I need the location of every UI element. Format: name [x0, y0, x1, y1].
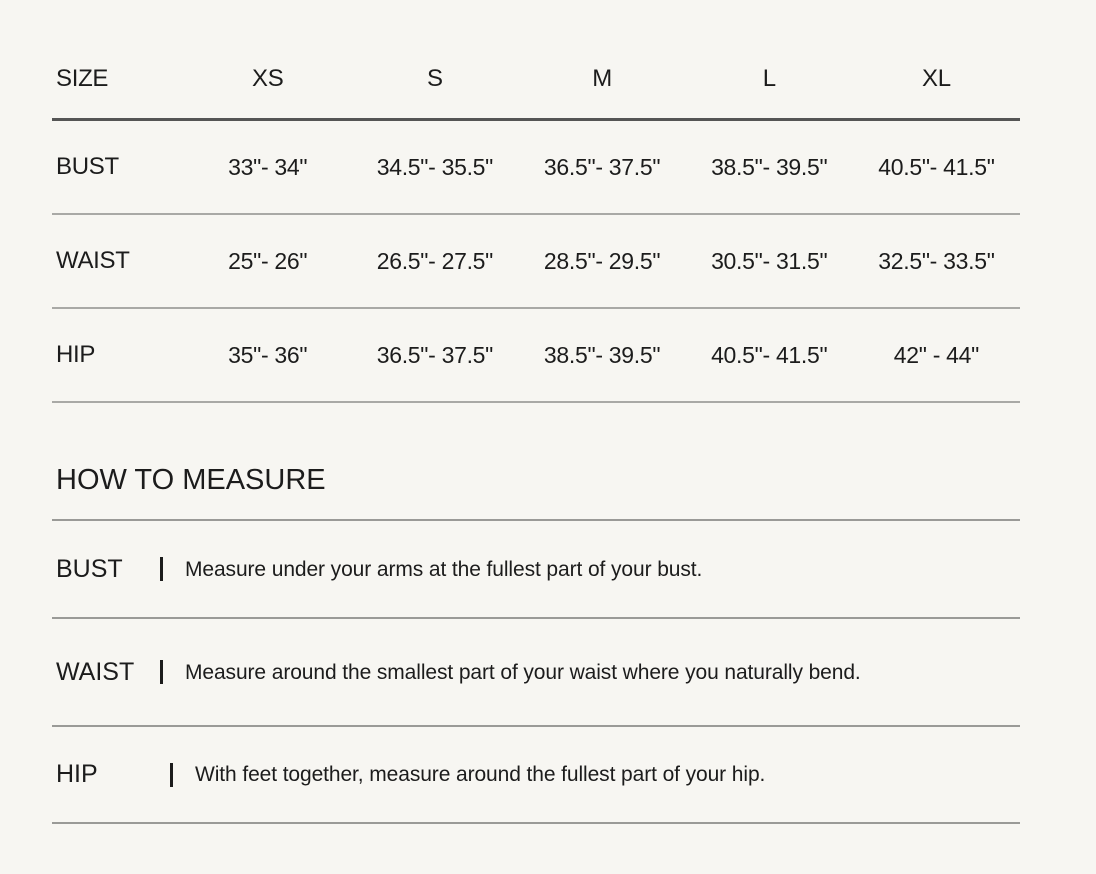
row-label-bust: BUST [52, 120, 184, 215]
hip-l-value: 40.5"- 41.5" [686, 308, 853, 402]
measure-label-waist: WAIST [56, 657, 135, 686]
size-header-label: SIZE [52, 40, 184, 120]
waist-s-value: 26.5"- 27.5" [351, 214, 518, 308]
size-row-bust [52, 120, 1020, 215]
row-label-waist: WAIST [52, 214, 184, 308]
separator-bar [160, 557, 163, 581]
measure-label-bust: BUST [56, 554, 123, 583]
waist-xl-value: 32.5"- 33.5" [853, 214, 1020, 308]
measure-instruction-bust: Measure under your arms at the fullest part of your bust. [185, 557, 703, 581]
hip-s-value: 36.5"- 37.5" [351, 308, 518, 402]
bust-s-value: 34.5"- 35.5" [351, 120, 518, 215]
measure-item-bust [52, 521, 1020, 619]
bust-m-value: 36.5"- 37.5" [518, 120, 685, 215]
measure-instruction-waist: Measure around the smallest part of your waist where you naturally bend. [185, 660, 861, 684]
hip-xs-value: 35"- 36" [184, 308, 351, 402]
measure-instruction-hip: With feet together, measure around the fullest part of your hip. [195, 763, 766, 786]
measure-item-waist [52, 619, 1020, 727]
size-header-xs: XS [184, 40, 351, 120]
row-label-hip: HIP [52, 308, 184, 402]
size-header-s: S [351, 40, 518, 120]
bust-l-value: 38.5"- 39.5" [686, 120, 853, 215]
size-guide [52, 40, 1020, 824]
bust-xl-value: 40.5"- 41.5" [853, 120, 1020, 215]
size-header-m: M [518, 40, 685, 120]
hip-xl-value: 42" - 44" [853, 308, 1020, 402]
size-chart-header-row [52, 40, 1020, 120]
size-header-xl: XL [853, 40, 1020, 120]
size-row-waist [52, 214, 1020, 308]
size-row-hip [52, 308, 1020, 402]
size-header-l: L [686, 40, 853, 120]
hip-m-value: 38.5"- 39.5" [518, 308, 685, 402]
separator-bar [170, 763, 173, 787]
waist-xs-value: 25"- 26" [184, 214, 351, 308]
measure-item-hip [52, 727, 1020, 824]
how-to-measure-list [52, 521, 1020, 824]
waist-l-value: 30.5"- 31.5" [686, 214, 853, 308]
measure-label-hip: HIP [56, 760, 98, 788]
waist-m-value: 28.5"- 29.5" [518, 214, 685, 308]
size-chart-table [52, 40, 1020, 403]
separator-bar [160, 660, 163, 684]
how-to-measure-title: HOW TO MEASURE [52, 460, 1020, 521]
bust-xs-value: 33"- 34" [184, 120, 351, 215]
